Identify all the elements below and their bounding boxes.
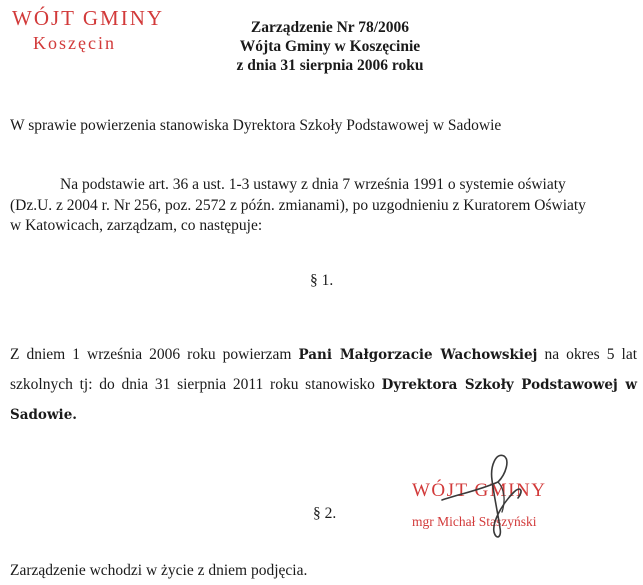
header-stamp-line2: Koszęcin — [33, 33, 116, 53]
decision-text2: na okres 5 lat szkolnych tj: do dnia 31 sierpnia 2011 roku stanowisko — [10, 346, 638, 393]
appointee-name: Pani Małgorzacie Wachowskiej — [298, 347, 538, 363]
closing-line: Zarządzenie wchodzi w życie z dniem podjęcia. — [10, 562, 308, 579]
basis-line2: (Dz.U. z 2004 r. Nr 256, poz. 2572 z późn. zmianami), po uzgodnieniu z Kuratorem Oświaty — [10, 196, 586, 214]
signature-stamp-line2: mgr Michał Staszyński — [412, 514, 537, 529]
decision-text1: Z dniem 1 września 2006 roku powierzam — [10, 346, 299, 363]
handwritten-signature — [440, 452, 550, 542]
basis-line1: Na podstawie art. 36 a ust. 1-3 ustawy z dnia 7 września 1991 o systemie oświaty — [60, 176, 566, 193]
header-stamp — [12, 8, 164, 52]
section-mark-1: § 1. — [310, 272, 334, 289]
basis-line3: w Katowicach, zarządzam, co następuje: — [10, 217, 263, 234]
title-line2: Wójta Gminy w Koszęcinie — [239, 38, 421, 55]
decision-paragraph — [10, 340, 637, 430]
title-line1: Zarządzenie Nr 78/2006 — [250, 19, 410, 36]
section-mark-2: § 2. — [313, 505, 337, 522]
title-line3: z dnia 31 sierpnia 2006 roku — [236, 57, 424, 74]
legal-basis — [10, 175, 640, 237]
header-stamp-line1: WÓJT GMINY — [12, 6, 165, 30]
signature-stamp-line1: WÓJT GMINY — [412, 480, 547, 501]
document-title — [180, 18, 480, 75]
subject-line: W sprawie powierzenia stanowiska Dyrektora Szkoły Podstawowej w Sadowie — [10, 117, 502, 134]
position-name: Dyrektora Szkoły Podstawowej w Sadowie. — [10, 377, 637, 423]
